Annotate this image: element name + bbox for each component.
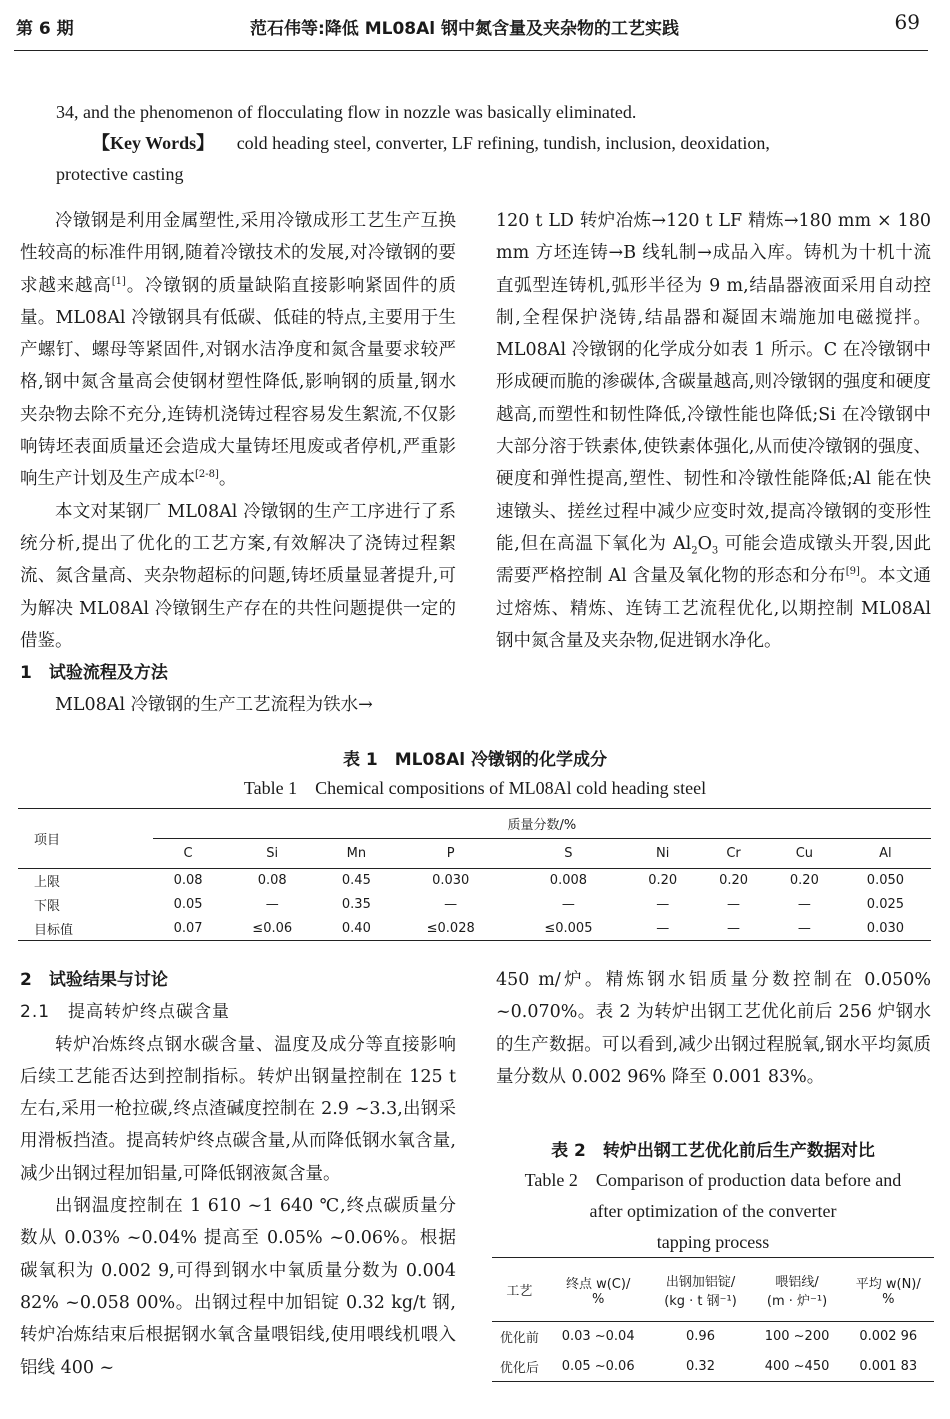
citation-2-8: [2-8] xyxy=(195,469,219,481)
journal-issue: 第 6 期 xyxy=(16,19,74,39)
table-2-col-header: 平均 w(N)/ % xyxy=(855,1276,921,1307)
method-paragraph-cont: 120 t LD 转炉冶炼→120 t LF 精炼→180 mm × 180 mm 方坯连铸→B 线轧制→成品入库。铸机为十机十流直弧型连铸机,弧形半径为 9 m,结晶器液面采用自动控制,全程保护浇铸,结晶器和凝固末端施加电磁搅拌。ML08Al 冷镦钢的化学成分如表 1 所示。C 在冷镦钢中形成硬而脆的渗碳体,含碳量越高,则冷镦钢的强度和硬度越高,而塑性和韧性降低,冷镦性能也降低;Si 在冷镦钢中大部分溶于铁素体,使铁素体强化,从而使冷镦钢的强度、硬度和弹性提高,塑性、韧性和冷镦性能降低;Al 能在快速镦头、搓丝过程中减少应变时效,提高冷镦钢的变形性能,但在高温下氧化为 $Al_2O_3$ 可能会造成镦头开裂,因此需要严格控制 Al 含量及氧化物的形态和分布[9]。本文通过熔炼、精炼、连铸工艺流程优化,以期控制 ML08Al 钢中氮含量及夹杂物,促进钢水净化。 xyxy=(496,211,931,651)
table-1 xyxy=(18,808,931,941)
keywords-text-cont: protective casting xyxy=(56,164,184,184)
section-2-1-heading: 2.1 提高转炉终点碳含量 xyxy=(20,1002,231,1023)
abstract-end: 34, and the phenomenon of flocculating flow in nozzle was basically eliminated. xyxy=(56,102,637,122)
intro-paragraph-2: 本文对某钢厂 ML08Al 冷镦钢的生产工序进行了系统分析,提出了优化的工艺方案,有效解决了浇铸过程絮流、氮含量高、夹杂物超标的问题,铸坯质量显著提升,可为解决 ML08Al 冷镦钢生产存在的共性问题提供一定的借鉴。 xyxy=(20,501,456,651)
method-paragraph-start: ML08Al 冷镦钢的生产工艺流程为铁水→ xyxy=(55,695,373,716)
citation-9: [9] xyxy=(845,566,860,578)
citation-1: [1] xyxy=(111,275,126,287)
keywords-line xyxy=(92,128,922,159)
table-1-title-cn: 表 1 ML08Al 冷镦钢的化学成分 xyxy=(342,750,608,770)
table-2-col-header: 出钢加铝锭/ (kg · t 钢⁻¹) xyxy=(664,1274,737,1309)
table-1-col-header: Cr xyxy=(726,846,741,861)
table-1-title-en: Table 1 Chemical compositions of ML08Al cold heading steel xyxy=(243,778,707,798)
table-2-title-en: Table 2 Comparison of production data before and after optimization of the converter tapping process xyxy=(524,1170,902,1252)
page-number: 69 xyxy=(894,10,920,34)
left-column-lower xyxy=(20,964,456,1384)
section-2-heading: 2 试验结果与讨论 xyxy=(20,970,168,990)
right-column-upper xyxy=(496,205,931,657)
left-column-upper xyxy=(20,205,456,722)
table-row: 目标值 0.07 ≤0.06 0.40 ≤0.028 ≤0.005 — — — 0.030 xyxy=(18,917,931,941)
table-row: 优化前 0.03 ~0.04 0.96 100 ~200 0.002 96 xyxy=(499,1329,918,1347)
table-1-col-header: S xyxy=(564,846,573,861)
table-1-col-header: P xyxy=(446,846,455,861)
table-2-col-header: 喂铝线/ (m · 炉⁻¹) xyxy=(766,1274,828,1309)
table-1-col-header: Mn xyxy=(346,846,367,861)
section-1-heading: 1 试验流程及方法 xyxy=(20,663,168,684)
table-2-title-cn: 表 2 转炉出钢工艺优化前后生产数据对比 xyxy=(551,1141,875,1161)
table-row: 优化后 0.05 ~0.06 0.32 400 ~450 0.001 83 xyxy=(492,1352,934,1382)
header-rule xyxy=(14,50,928,51)
results-paragraph-2: 出钢温度控制在 1 610 ~1 640 ℃,终点碳质量分数从 0.03% ~0.04% 提高至 0.05% ~0.06%。根据碳氧积为 0.002 9,可得到钢水中氧质量分数为 0.004 82% ~0.058 00%。出钢过程中加铝锭 0.32 kg/t 钢,转炉冶炼结束后根据钢水氧含量喂铝线,使用喂线机喂入铝线 400 ~ xyxy=(20,1196,456,1378)
table-1-col-header: Cu xyxy=(795,846,814,861)
table-1-col-header: Ni xyxy=(656,846,670,861)
table-1-col-header: Al xyxy=(879,846,892,861)
results-paragraph-1: 转炉冶炼终点钢水碳含量、温度及成分等直接影响后续工艺能否达到控制指标。转炉出钢量控制在 125 t 左右,采用一枪拉碳,终点渣碱度控制在 2.9 ~3.3,出钢采用滑板挡渣。提高转炉终点碳含量,从而降低钢水氧含量,减少出钢过程加铝量,可降低钢液氮含量。 xyxy=(20,1034,456,1184)
table-1-col-header: Si xyxy=(266,846,279,861)
results-paragraph-3: 450 m/炉。精炼钢水铝质量分数控制在 0.050% ~0.070%。表 2 为转炉出钢工艺优化前后 256 炉钢水的生产数据。可以看到,减少出钢过程脱氧,钢水平均氮质量分数从 0.002 96% 降至 0.001 83%。 xyxy=(496,970,931,1087)
right-column-lower xyxy=(496,964,931,1093)
intro-paragraph-1: 冷镦钢是利用金属塑性,采用冷镦成形工艺生产互换性较高的标准件用钢,随着冷镦技术的发展,对冷镦钢的要求越来越高[1]。冷镦钢的质量缺陷直接影响紧固件的质量。ML08Al 冷镦钢具有低碳、低硅的特点,主要用于生产螺钉、螺母等紧固件,对钢水洁净度和氮含量要求较严格,钢中氮含量高会使钢材塑性降低,影响钢的质量,钢水夹杂物去除不充分,连铸机浇铸过程容易发生絮流,不仅影响铸坯表面质量还会造成大量铸坯甩废或者停机,严重影响生产计划及生产成本[2-8]。 xyxy=(20,211,456,490)
table-row: 上限 0.08 0.08 0.45 0.030 0.008 0.20 0.20 0.20 0.050 xyxy=(34,873,905,891)
keywords-label: 【Key Words】 xyxy=(92,133,215,153)
table-1-group-header: 质量分数/% xyxy=(153,809,931,839)
table-2-col-header: 终点 w(C)/ % xyxy=(565,1276,631,1307)
keywords-text: cold heading steel, converter, LF refining, tundish, inclusion, deoxidation, xyxy=(236,133,770,153)
table-1-item-header: 项目 xyxy=(34,833,61,848)
table-2 xyxy=(492,1257,934,1382)
table-row: 下限 0.05 — 0.35 — — — — — 0.025 xyxy=(34,897,905,914)
table-1-col-header: C xyxy=(183,846,193,861)
table-2-col-header: 工艺 xyxy=(506,1284,533,1299)
running-title: 范石伟等:降低 ML08Al 钢中氮含量及夹杂物的工艺实践 xyxy=(250,19,680,39)
